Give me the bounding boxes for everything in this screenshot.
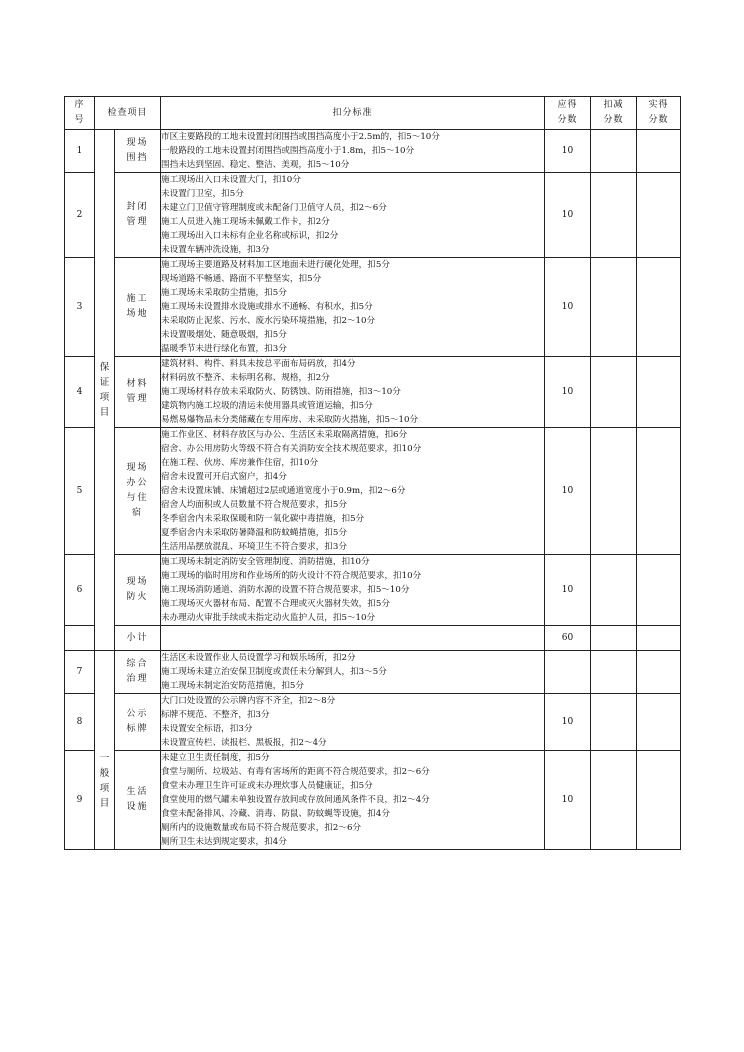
table-row xyxy=(65,694,681,751)
deduct-score[interactable] xyxy=(591,258,637,357)
deduct-score[interactable] xyxy=(591,130,637,173)
header-no: 序号 xyxy=(65,97,95,130)
criteria-line: 施工现场材料存放未采取防火、防锈蚀、防雨措施，扣3～10分 xyxy=(161,387,401,397)
criteria-line: 未建立门卫值守管理制度或未配备门卫值守人员，扣2～6分 xyxy=(161,203,387,213)
criteria-line: 建筑材料、构件、料具未按总平面布局码放，扣4分 xyxy=(161,359,356,369)
item-name: 封闭管理 xyxy=(115,173,161,258)
table-row xyxy=(65,428,681,555)
criteria-cell xyxy=(161,130,545,173)
criteria-cell xyxy=(161,751,545,850)
table-row xyxy=(65,555,681,626)
criteria-line: 宿舍人均面积或人员数量不符合规范要求，扣5分 xyxy=(161,500,347,510)
due-score: 10 xyxy=(545,751,591,850)
criteria-line: 一般路段的工地未设置封闭围挡或围挡高度小于1.8m，扣5～10分 xyxy=(161,146,415,156)
criteria-cell xyxy=(161,694,545,751)
actual-score[interactable] xyxy=(637,357,681,428)
criteria-cell xyxy=(161,651,545,694)
criteria-line: 施工现场未采取防尘措施，扣5分 xyxy=(161,288,287,298)
criteria-cell xyxy=(161,555,545,626)
criteria-line: 标牌不规范、不整齐，扣3分 xyxy=(161,710,270,720)
table-row xyxy=(65,651,681,694)
row-no: 8 xyxy=(65,694,95,751)
criteria-line: 未设置车辆冲洗设施，扣3分 xyxy=(161,245,270,255)
criteria-line: 施工现场未制定消防安全管理制度、消防措施，扣10分 xyxy=(161,557,370,567)
row-no: 1 xyxy=(65,130,95,173)
actual-score[interactable] xyxy=(637,651,681,694)
actual-score[interactable] xyxy=(637,258,681,357)
table-row xyxy=(65,130,681,173)
subtotal-score: 60 xyxy=(545,626,591,651)
criteria-line: 温暖季节未进行绿化布置，扣3分 xyxy=(161,344,287,354)
criteria-line: 施工现场的临时用房和作业场所的防火设计不符合规范要求，扣10分 xyxy=(161,571,422,581)
due-score: 10 xyxy=(545,130,591,173)
criteria-line: 施工作业区、材料存放区与办公、生活区未采取隔离措施，扣6分 xyxy=(161,430,408,440)
deduct-score[interactable] xyxy=(591,428,637,555)
table-row xyxy=(65,173,681,258)
criteria-line: 施工现场出入口未设置大门，扣10分 xyxy=(161,175,301,185)
deduct-score[interactable] xyxy=(591,694,637,751)
actual-score[interactable] xyxy=(637,555,681,626)
criteria-line: 施工人员进入施工现场未佩戴工作卡，扣2分 xyxy=(161,217,330,227)
criteria-line: 大门口处设置的公示牌内容不齐全，扣2～8分 xyxy=(161,696,336,706)
criteria-line: 食堂未办理卫生许可证或未办理炊事人员健康证，扣5分 xyxy=(161,781,373,791)
criteria-line: 易燃易爆物品未分类储藏在专用库房、未采取防火措施，扣5～10分 xyxy=(161,415,419,425)
header-row xyxy=(65,97,681,130)
criteria-cell xyxy=(161,173,545,258)
deduct-score[interactable] xyxy=(591,173,637,258)
deduct-score[interactable] xyxy=(591,651,637,694)
criteria-line: 宿舍未设置床铺、床铺超过2层或通道宽度小于0.9m，扣2～6分 xyxy=(161,486,406,496)
criteria-line: 施工现场出入口未标有企业名称或标识，扣2分 xyxy=(161,231,339,241)
criteria-line: 夏季宿舍内未采取防暑降温和防蚊蝇措施，扣5分 xyxy=(161,528,347,538)
criteria-line: 施工现场未建立治安保卫制度或责任未分解到人，扣3～5分 xyxy=(161,667,387,677)
header-due-score: 应得分数 xyxy=(545,97,591,130)
actual-score[interactable] xyxy=(637,751,681,850)
row-no: 6 xyxy=(65,555,95,626)
subtotal-row xyxy=(65,626,681,651)
criteria-line: 施工现场未设置排水设施或排水不通畅、有积水，扣5分 xyxy=(161,302,373,312)
criteria-line: 冬季宿舍内未采取保暖和防一氧化碳中毒措施，扣5分 xyxy=(161,514,365,524)
criteria-cell xyxy=(161,428,545,555)
item-name: 生活设施 xyxy=(115,751,161,850)
criteria-line: 食堂使用的燃气罐未单独设置存放间或存放间通风条件不良，扣2～4分 xyxy=(161,795,430,805)
criteria-line: 未设置安全标语，扣3分 xyxy=(161,724,253,734)
item-name: 施工场地 xyxy=(115,258,161,357)
item-name: 现场围挡 xyxy=(115,130,161,173)
row-no: 4 xyxy=(65,357,95,428)
deduct-score[interactable] xyxy=(591,357,637,428)
header-deduct-score: 扣减分数 xyxy=(591,97,637,130)
due-score: 10 xyxy=(545,357,591,428)
criteria-cell xyxy=(161,258,545,357)
row-no: 3 xyxy=(65,258,95,357)
header-check-item: 检查项目 xyxy=(95,97,161,130)
item-name: 综合治理 xyxy=(115,651,161,694)
due-score: 10 xyxy=(545,694,591,751)
criteria-line: 未建立卫生责任制度，扣5分 xyxy=(161,753,270,763)
criteria-cell xyxy=(161,626,545,651)
deduct-score[interactable] xyxy=(591,555,637,626)
inspection-table xyxy=(64,96,681,850)
due-score: 10 xyxy=(545,428,591,555)
header-actual-score: 实得分数 xyxy=(637,97,681,130)
row-no: 5 xyxy=(65,428,95,555)
deduct-score[interactable] xyxy=(591,751,637,850)
category-general: 一般项目 xyxy=(95,651,115,850)
item-name: 现场防火 xyxy=(115,555,161,626)
criteria-line: 未设置宣传栏、读报栏、黑板报，扣2～4分 xyxy=(161,738,327,748)
row-no xyxy=(65,626,95,651)
criteria-line: 围挡未达到坚固、稳定、整洁、美观，扣5～10分 xyxy=(161,160,350,170)
due-score: 10 xyxy=(545,258,591,357)
actual-score[interactable] xyxy=(637,130,681,173)
criteria-line: 施工现场消防通道、消防水源的设置不符合规范要求，扣5～10分 xyxy=(161,585,410,595)
header-criteria: 扣分标准 xyxy=(161,97,545,130)
criteria-line: 食堂与厕所、垃圾站、有毒有害场所的距离不符合规范要求，扣2～6分 xyxy=(161,767,430,777)
actual-score[interactable] xyxy=(637,173,681,258)
criteria-line: 施工现场灭火器材布局、配置不合理或灭火器材失效，扣5分 xyxy=(161,599,390,609)
item-name: 公示标牌 xyxy=(115,694,161,751)
actual-score[interactable] xyxy=(637,626,681,651)
criteria-line: 食堂未配备排风、冷藏、消毒、防鼠、防蚊蝇等设施，扣4分 xyxy=(161,809,390,819)
item-name: 材料管理 xyxy=(115,357,161,428)
row-no: 7 xyxy=(65,651,95,694)
actual-score[interactable] xyxy=(637,428,681,555)
due-score: 10 xyxy=(545,555,591,626)
criteria-line: 建筑物内施工垃圾的清运未使用器具或管道运输，扣5分 xyxy=(161,401,373,411)
criteria-line: 施工现场主要道路及材料加工区地面未进行硬化处理，扣5分 xyxy=(161,260,390,270)
criteria-line: 未设置吸烟处、随意吸烟，扣5分 xyxy=(161,330,287,340)
criteria-line: 现场道路不畅通、路面不平整坚实，扣5分 xyxy=(161,274,322,284)
due-score xyxy=(545,651,591,694)
criteria-line: 未设置门卫室，扣5分 xyxy=(161,189,244,199)
criteria-line: 厕所内的设施数量或布局不符合规范要求，扣2～6分 xyxy=(161,823,362,833)
criteria-line: 宿舍未设置可开启式窗户，扣4分 xyxy=(161,472,287,482)
table-row xyxy=(65,357,681,428)
due-score: 10 xyxy=(545,173,591,258)
criteria-cell xyxy=(161,357,545,428)
criteria-line: 未办理动火审批手续或未指定动火监护人员，扣5～10分 xyxy=(161,613,376,623)
item-name: 现场办公与住宿 xyxy=(115,428,161,555)
criteria-line: 材料码放不整齐、未标明名称、规格，扣2分 xyxy=(161,373,330,383)
subtotal-label: 小计 xyxy=(115,626,161,651)
row-no: 2 xyxy=(65,173,95,258)
criteria-line: 市区主要路段的工地未设置封闭围挡或围挡高度小于2.5m的，扣5～10分 xyxy=(161,132,440,142)
criteria-line: 生活用品摆放混乱、环境卫生不符合要求，扣3分 xyxy=(161,542,347,552)
row-no: 9 xyxy=(65,751,95,850)
criteria-line: 厕所卫生未达到规定要求，扣4分 xyxy=(161,837,287,847)
actual-score[interactable] xyxy=(637,694,681,751)
category-guarantee: 保证项目 xyxy=(95,130,115,651)
criteria-line: 宿舍、办公用房防火等级不符合有关消防安全技术规范要求，扣10分 xyxy=(161,444,422,454)
table-row xyxy=(65,258,681,357)
deduct-score[interactable] xyxy=(591,626,637,651)
criteria-line: 在施工程、伙房、库房兼作住宿，扣10分 xyxy=(161,458,319,468)
criteria-line: 未采取防止泥浆、污水、废水污染环境措施，扣2～10分 xyxy=(161,316,376,326)
criteria-line: 生活区未设置作业人员设置学习和娱乐场所，扣2分 xyxy=(161,653,356,663)
table-row xyxy=(65,751,681,850)
criteria-line: 施工现场未制定治安防范措施，扣5分 xyxy=(161,681,304,691)
